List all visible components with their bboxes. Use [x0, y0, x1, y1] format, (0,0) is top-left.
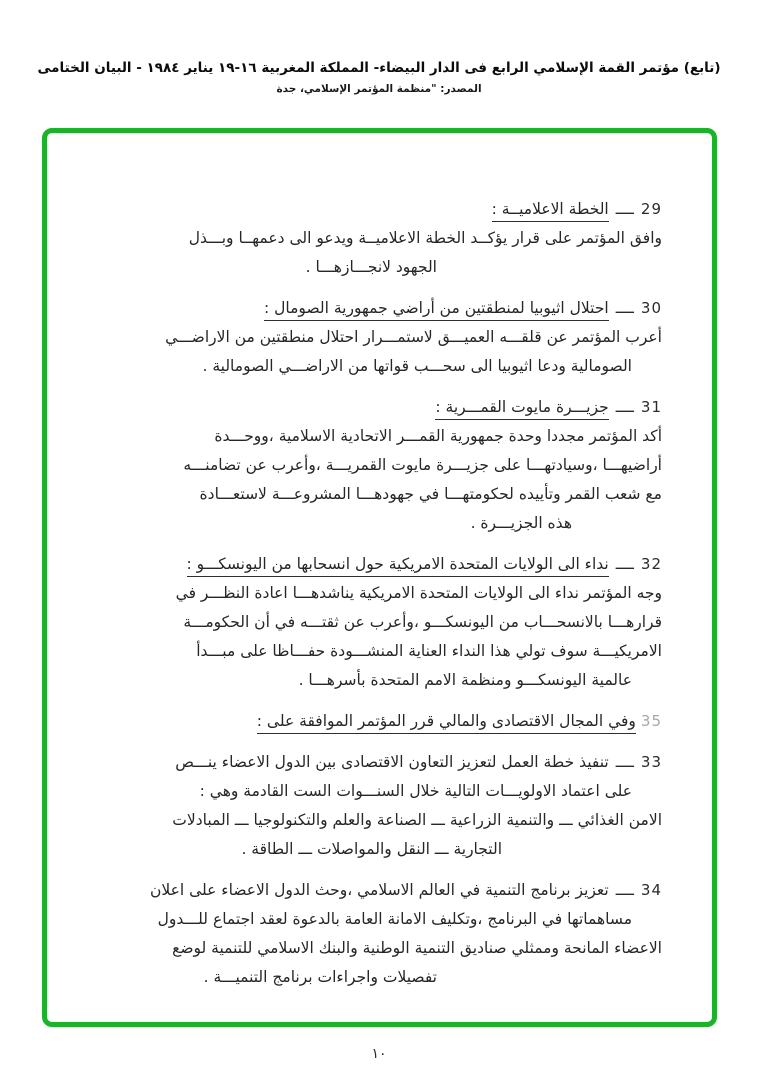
heading-text: احتلال اثيوبيا لمنطقتين من أراضي جمهورية الصومال :: [264, 299, 609, 321]
section-number-faint: 35: [640, 712, 662, 730]
text-line: التجارية ـــ النقل والمواصلات ـــ الطاقة .: [241, 840, 502, 858]
text-line: أكد المؤتمر مجددا وحدة جمهورية القمـــر الاتحادية الاسلامية ،ووحـــدة: [214, 427, 662, 445]
text-line: على اعتماد الاولويـــات التالية خلال السنـــوات الست القادمة وهي :: [199, 782, 632, 800]
text-line: عالمية اليونسكـــو ومنظمة الامم المتحدة بأسرهـــا .: [298, 671, 632, 689]
section-30: [85, 294, 662, 381]
heading-text: وفي المجال الاقتصادى والمالي قرر المؤتمر الموافقة على :: [257, 712, 636, 734]
dash: ــــ: [615, 200, 634, 218]
section-number: 31: [640, 398, 662, 416]
communique-body: [85, 195, 662, 1004]
economic-heading-line: [85, 707, 662, 736]
text-line: وافق المؤتمر على قرار يؤكــد الخطة الاعلاميــة ويدعو الى دعمهــا وبـــذل: [188, 229, 662, 247]
section-30-heading-line: [85, 294, 662, 323]
text-line: أراضيهـــا ،وسيادتهـــا على جزيـــرة مايوت القمريـــة ،وأعرب عن تضامنـــه: [183, 456, 662, 474]
section-32: [85, 550, 662, 695]
section-number: 32: [640, 555, 662, 573]
section-34: [85, 876, 662, 992]
paragraph-start: تنفيذ خطة العمل لتعزيز التعاون الاقتصادى بين الدول الاعضاء ينـــص: [175, 753, 609, 771]
page-number: ١٠: [371, 1046, 387, 1062]
section-29: [85, 195, 662, 282]
text-line: الامن الغذائي ـــ والتنمية الزراعية ـــ الصناعة والعلم والتكنولوجيا ـــ المبادلات: [172, 811, 662, 829]
section-number: 30: [640, 299, 662, 317]
section-33-first-line: [85, 748, 662, 777]
header-source: المصدر: "منظمة المؤتمر الإسلامي، جدة: [276, 83, 482, 95]
dash: ــــ: [615, 555, 634, 573]
green-frame: [42, 128, 717, 1027]
dash: ــــ: [615, 753, 634, 771]
text-line: الاعضاء المانحة وممثلي صناديق التنمية الوطنية والبنك الاسلامي للتنمية لوضع: [172, 939, 662, 957]
text-line: وجه المؤتمر نداء الى الولايات المتحدة الامريكية يناشدهـــا اعادة النظـــر في: [175, 584, 662, 602]
text-line: أعرب المؤتمر عن قلقـــه العميـــق لاستمـــرار احتلال منطقتين من الاراضـــي: [165, 328, 662, 346]
heading-text: نداء الى الولايات المتحدة الامريكية حول انسحابها من اليونسكـــو :: [187, 555, 609, 577]
text-line: مع شعب القمر وتأييده لحكومتهـــا في جهودهـــا المشروعـــة لاستعـــادة: [199, 485, 662, 503]
heading-text: الخطة الاعلاميــة :: [492, 200, 609, 222]
text-line: مساهماتها في البرنامج ،وتكليف الامانة العامة بالدعوة لعقد اجتماع للـــدول: [157, 910, 632, 928]
header-title: (تابع) مؤتمر القمة الإسلامي الرابع فى الدار البيضاء- المملكة المغربية ١٦-١٩ يناير ١٩٨٤ - البيان الختامى: [37, 60, 721, 76]
heading-text: جزيـــرة مايوت القمـــرية :: [435, 398, 608, 420]
section-29-heading-line: [85, 195, 662, 224]
dash: ــــ: [615, 299, 634, 317]
text-line: الصومالية ودعا اثيوبيا الى سحـــب قواتها من الاراضـــي الصومالية .: [202, 357, 632, 375]
page-header: [0, 60, 758, 95]
text-line: قرارهـــا بالانسحـــاب من اليونسكـــو ،وأعرب عن ثقتـــه في أن الحكومـــة: [183, 613, 662, 631]
text-line: تفصيلات واجراءات برنامج التنميـــة .: [203, 968, 437, 986]
section-31-heading-line: [85, 393, 662, 422]
section-33: [85, 748, 662, 864]
text-line: هذه الجزيـــرة .: [470, 514, 572, 532]
paragraph-start: تعزيز برنامج التنمية في العالم الاسلامي ،وحث الدول الاعضاء على اعلان: [149, 881, 609, 899]
section-number: 29: [640, 200, 662, 218]
section-32-heading-line: [85, 550, 662, 579]
section-number: 34: [640, 881, 662, 899]
text-line: الامريكيـــة سوف تولي هذا النداء العناية المنشـــودة حفـــاظا على مبـــدأ: [196, 642, 662, 660]
text-line: الجهود لانجـــازهـــا .: [305, 258, 437, 276]
dash: ــــ: [615, 398, 634, 416]
section-economic-heading: [85, 707, 662, 736]
section-34-first-line: [85, 876, 662, 905]
section-31: [85, 393, 662, 538]
dash: ــــ: [615, 881, 634, 899]
section-number: 33: [640, 753, 662, 771]
